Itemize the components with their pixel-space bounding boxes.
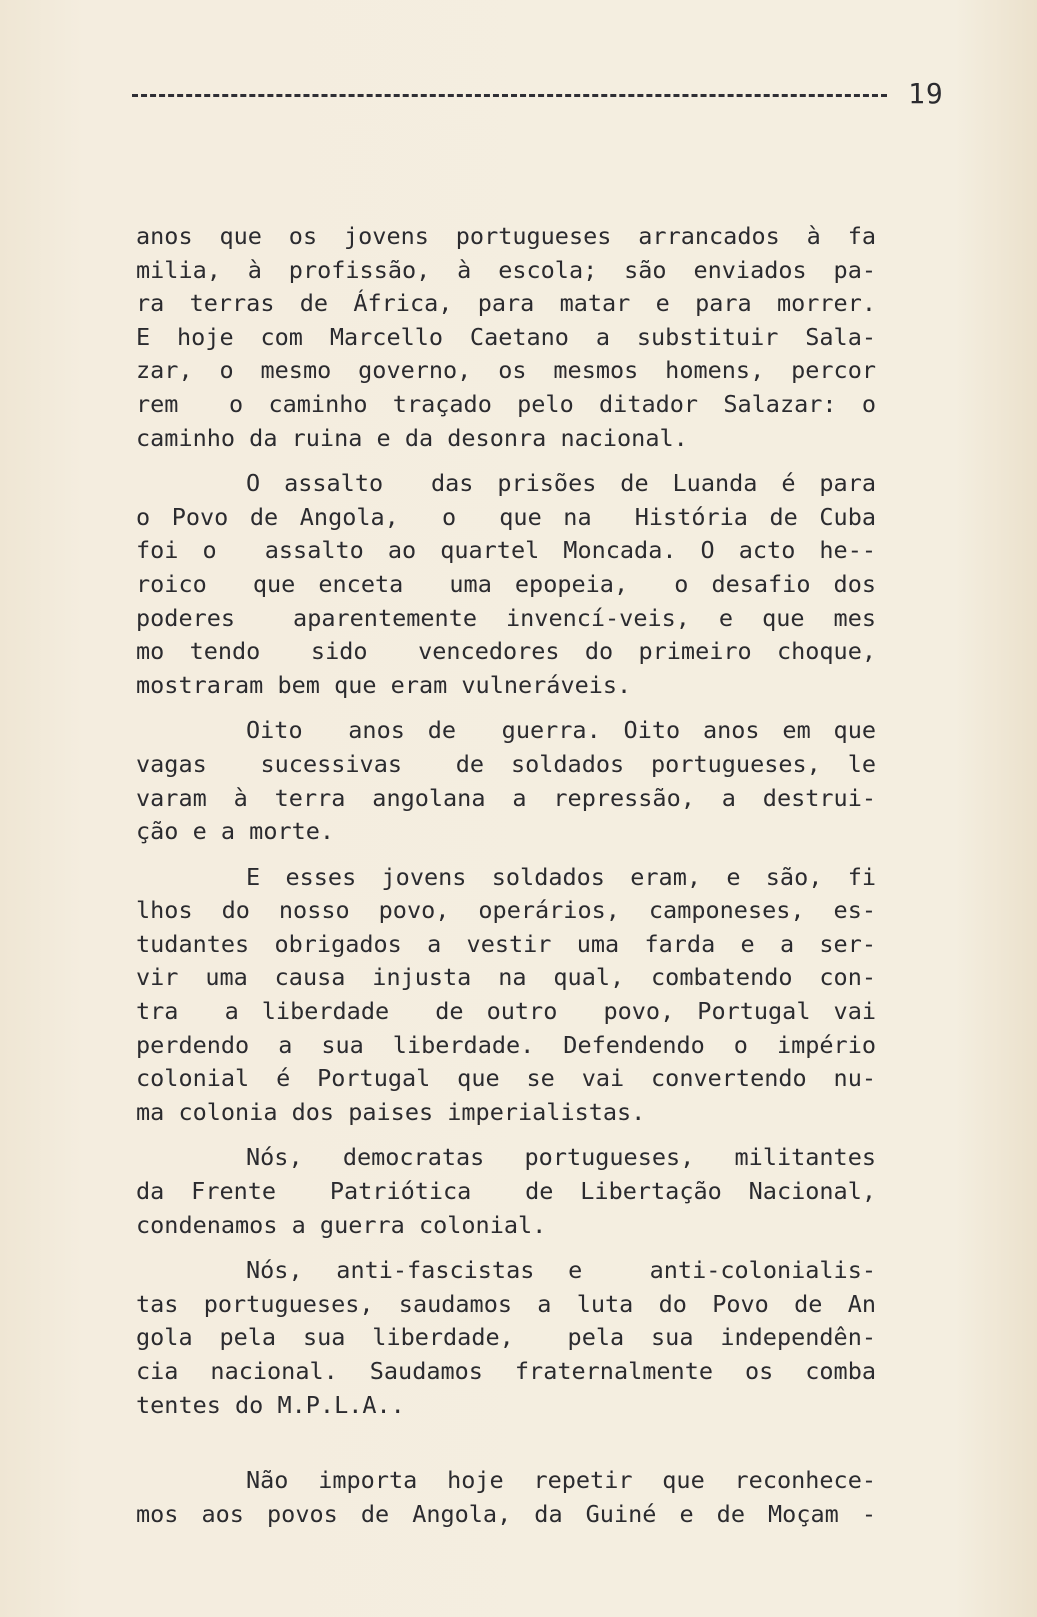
text-line: Não importa hoje repetir que reconhece- [246,1466,876,1495]
text-line: mo tendo sido vencedores do primeiro choque, [136,637,876,666]
text-line: mos aos povos de Angola, da Guiné e de Moçam - [136,1499,876,1528]
text-line: roico que enceta uma epopeia, o desafio dos [136,569,876,598]
text-line: anos que os jovens portugueses arrancados à fa [136,222,876,250]
text-line: E hoje com Marcello Caetano a substituir Sala- [136,322,876,351]
paragraph-gap [136,1434,876,1464]
text-line: tas portugueses, saudamos a luta do Povo de An [136,1289,876,1318]
text-line: perdendo a sua liberdade. Defendendo o império [136,1030,876,1059]
text-line: tra a liberdade de outro povo, Portugal vai [136,997,876,1026]
text-line: tudantes obrigados a vestir uma farda e a ser- [136,929,876,958]
text-line: cia nacional. Saudamos fraternalmente os comba [136,1357,876,1385]
text-line: Oito anos de guerra. Oito anos em que [246,716,876,745]
text-line: condenamos a guerra colonial. [136,1210,547,1239]
page-header [132,76,952,116]
text-line: O assalto das prisões de Luanda é para [246,469,876,498]
text-line: ma colonia dos paises imperialistas. [136,1097,646,1126]
text-line: foi o assalto ao quartel Moncada. O acto he-- [136,536,876,565]
paragraph-1 [136,220,876,455]
text-line: lhos do nosso povo, operários, camponeses, es- [136,896,876,925]
text-line: zar, o mesmo governo, os mesmos homens, percor [136,356,876,385]
body-text [136,220,876,1543]
paragraph-2 [136,467,876,702]
text-line: milia, à profissão, à escola; são enviados pa- [136,255,876,284]
text-line: tentes do M.P.L.A.. [136,1390,405,1419]
paragraph-6 [136,1254,876,1422]
text-line: rem o caminho traçado pelo ditador Salazar: o [136,389,876,418]
text-line: o Povo de Angola, o que na História de Cuba [136,502,876,531]
text-line: poderes aparentemente invencí-veis, e que mes [136,603,876,632]
text-line: Nós, democratas portugueses, militantes [246,1143,876,1172]
page-number: 19 [908,77,944,110]
text-line: E esses jovens soldados eram, e são, fi [246,862,876,891]
text-line: Nós, anti-fascistas e anti-colonialis- [246,1256,876,1285]
paragraph-7 [136,1464,876,1531]
paragraph-4 [136,861,876,1130]
text-line: vagas sucessivas de soldados portugueses, le [136,749,876,778]
text-line: gola pela sua liberdade, pela sua independên- [136,1323,876,1352]
text-line: vir uma causa injusta na qual, combatendo con- [136,963,876,992]
dashed-rule [132,94,887,97]
text-line: mostraram bem que eram vulneráveis. [136,670,632,699]
paragraph-5 [136,1141,876,1242]
text-line: ra terras de África, para matar e para morrer. [136,289,876,318]
text-line: da Frente Patriótica de Libertação Nacional, [136,1177,876,1206]
text-line: colonial é Portugal que se vai convertendo nu- [136,1064,876,1093]
text-line: caminho da ruina e da desonra nacional. [136,423,688,452]
paragraph-3 [136,714,876,848]
text-line: ção e a morte. [136,817,335,846]
text-line: varam à terra angolana a repressão, a destrui- [136,783,876,812]
